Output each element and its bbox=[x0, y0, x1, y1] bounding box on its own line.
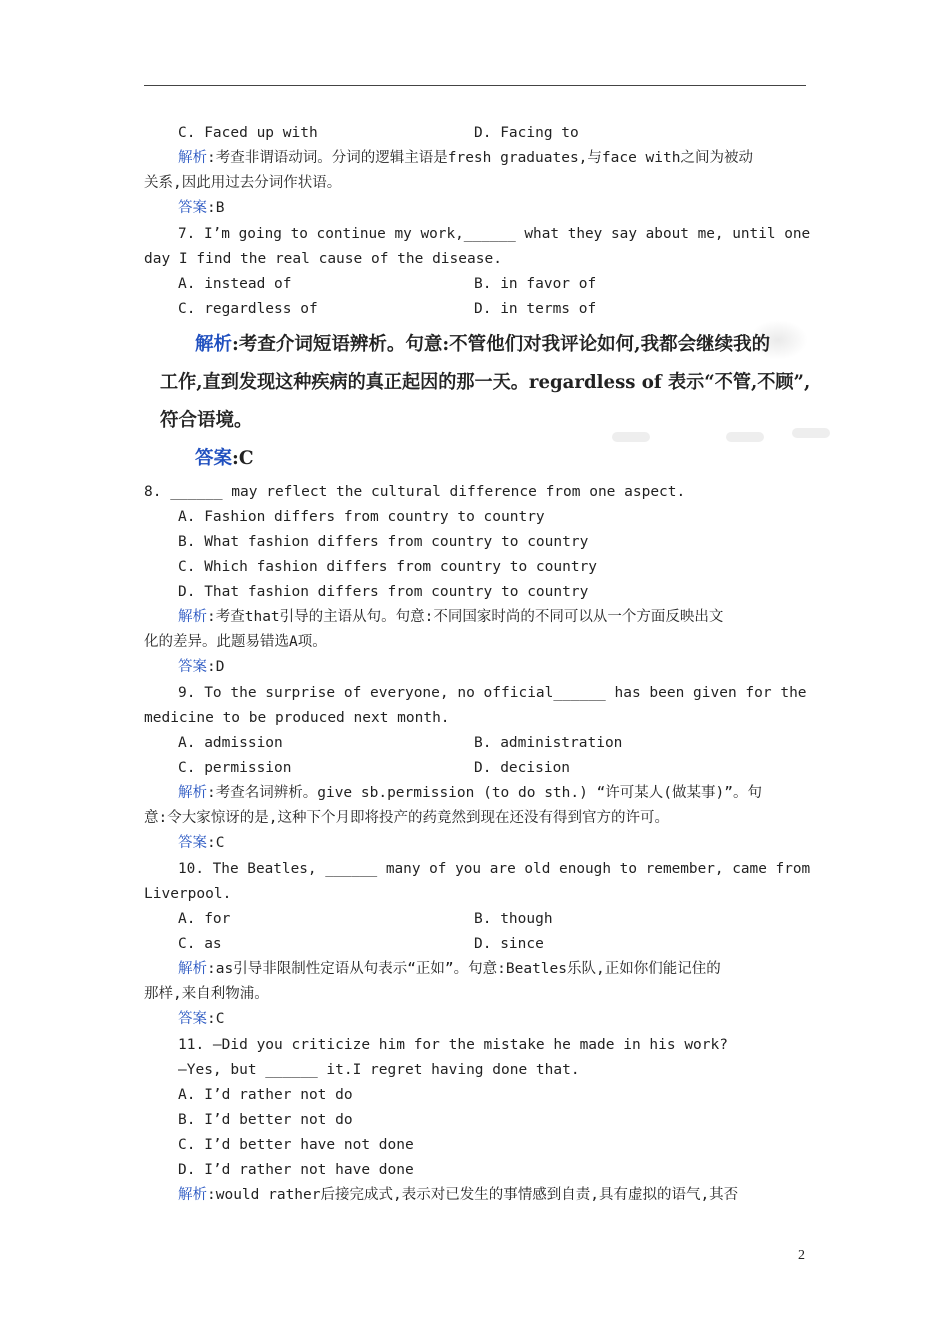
q7-option-c: C. regardless of bbox=[178, 301, 318, 317]
q8-option-b: B. What fashion differs from country to country bbox=[178, 534, 589, 550]
q11-stem: 11. —Did you criticize him for the mistake he made in his work? bbox=[178, 1037, 728, 1053]
watermark-mark bbox=[612, 432, 650, 442]
q7-option-d: D. in terms of bbox=[474, 301, 597, 317]
q9-option-b: B. administration bbox=[474, 735, 623, 751]
q7-option-a: A. instead of bbox=[178, 276, 292, 292]
q7-explanation-cont: 工作,直到发现这种疾病的真正起因的那一天。regardless of 表示“不管,不顾”, bbox=[160, 372, 811, 393]
q11-stem-reply: —Yes, but ______ it.I regret having done that. bbox=[178, 1062, 580, 1078]
q9-option-d: D. decision bbox=[474, 760, 571, 776]
q7-explanation: 解析:考查介词短语辨析。句意:不管他们对我评论如何,我都会继续我的 bbox=[195, 334, 771, 355]
answer-label: 答案 bbox=[178, 200, 207, 216]
q8-answer: 答案:D bbox=[178, 659, 225, 675]
explanation-label: 解析 bbox=[178, 785, 207, 801]
q8-explanation-cont: 化的差异。此题易错选A项。 bbox=[144, 634, 327, 650]
q11-option-c: C. I’d better have not done bbox=[178, 1137, 414, 1153]
q10-option-a: A. for bbox=[178, 911, 231, 927]
q7-stem: 7. I’m going to continue my work,______ what they say about me, until one bbox=[178, 226, 811, 242]
q9-stem-cont: medicine to be produced next month. bbox=[144, 710, 450, 726]
q9-answer: 答案:C bbox=[178, 835, 225, 851]
q6-explanation: 解析:考查非谓语动词。分词的逻辑主语是fresh graduates,与face with之间为被动 bbox=[178, 150, 753, 166]
q9-explanation-cont: 意:令大家惊讶的是,这种下个月即将投产的药竟然到现在还没有得到官方的许可。 bbox=[144, 810, 669, 826]
explanation-label: 解析 bbox=[178, 609, 207, 625]
answer-label: 答案 bbox=[195, 448, 233, 469]
q7-stem-cont: day I find the real cause of the disease. bbox=[144, 251, 502, 267]
q6-option-d: D. Facing to bbox=[474, 125, 579, 141]
watermark-mark bbox=[792, 428, 830, 438]
q11-option-d: D. I’d rather not have done bbox=[178, 1162, 414, 1178]
q8-option-c: C. Which fashion differs from country to country bbox=[178, 559, 598, 575]
q10-stem: 10. The Beatles, ______ many of you are old enough to remember, came from bbox=[178, 861, 811, 877]
q10-answer: 答案:C bbox=[178, 1011, 225, 1027]
q10-explanation: 解析:as引导非限制性定语从句表示“正如”。句意:Beatles乐队,正如你们能记住的 bbox=[178, 961, 721, 977]
explanation-label: 解析 bbox=[195, 334, 233, 355]
answer-label: 答案 bbox=[178, 659, 207, 675]
q11-option-a: A. I’d rather not do bbox=[178, 1087, 353, 1103]
q8-explanation: 解析:考查that引导的主语从句。句意:不同国家时尚的不同可以从一个方面反映出文 bbox=[178, 609, 724, 625]
q9-explanation: 解析:考查名词辨析。give sb.permission (to do sth.) “许可某人(做某事)”。句 bbox=[178, 785, 762, 801]
q10-option-b: B. though bbox=[474, 911, 553, 927]
q7-answer: 答案:C bbox=[195, 448, 254, 469]
explanation-label: 解析 bbox=[178, 1187, 207, 1203]
q11-explanation: 解析:would rather后接完成式,表示对已发生的事情感到自责,具有虚拟的语气,其否 bbox=[178, 1187, 739, 1203]
q8-option-a: A. Fashion differs from country to country bbox=[178, 509, 545, 525]
q8-option-d: D. That fashion differs from country to country bbox=[178, 584, 589, 600]
q9-stem: 9. To the surprise of everyone, no official______ has been given for the bbox=[178, 685, 807, 701]
q6-answer: 答案:B bbox=[178, 200, 225, 216]
explanation-label: 解析 bbox=[178, 961, 207, 977]
q11-option-b: B. I’d better not do bbox=[178, 1112, 353, 1128]
q6-explanation-cont: 关系,因此用过去分词作状语。 bbox=[144, 175, 342, 191]
q10-option-d: D. since bbox=[474, 936, 544, 952]
q6-option-c: C. Faced up with bbox=[178, 125, 318, 141]
q10-option-c: C. as bbox=[178, 936, 222, 952]
answer-label: 答案 bbox=[178, 835, 207, 851]
q8-stem: 8. ______ may reflect the cultural difference from one aspect. bbox=[144, 484, 686, 500]
answer-label: 答案 bbox=[178, 1011, 207, 1027]
header-rule bbox=[144, 85, 806, 86]
q7-option-b: B. in favor of bbox=[474, 276, 597, 292]
watermark-mark bbox=[726, 432, 764, 442]
explanation-label: 解析 bbox=[178, 150, 207, 166]
q10-stem-cont: Liverpool. bbox=[144, 886, 232, 902]
q9-option-a: A. admission bbox=[178, 735, 283, 751]
q7-explanation-end: 符合语境。 bbox=[160, 410, 253, 431]
q9-option-c: C. permission bbox=[178, 760, 292, 776]
q10-explanation-cont: 那样,来自利物浦。 bbox=[144, 986, 269, 1002]
page-number: 2 bbox=[798, 1248, 805, 1263]
